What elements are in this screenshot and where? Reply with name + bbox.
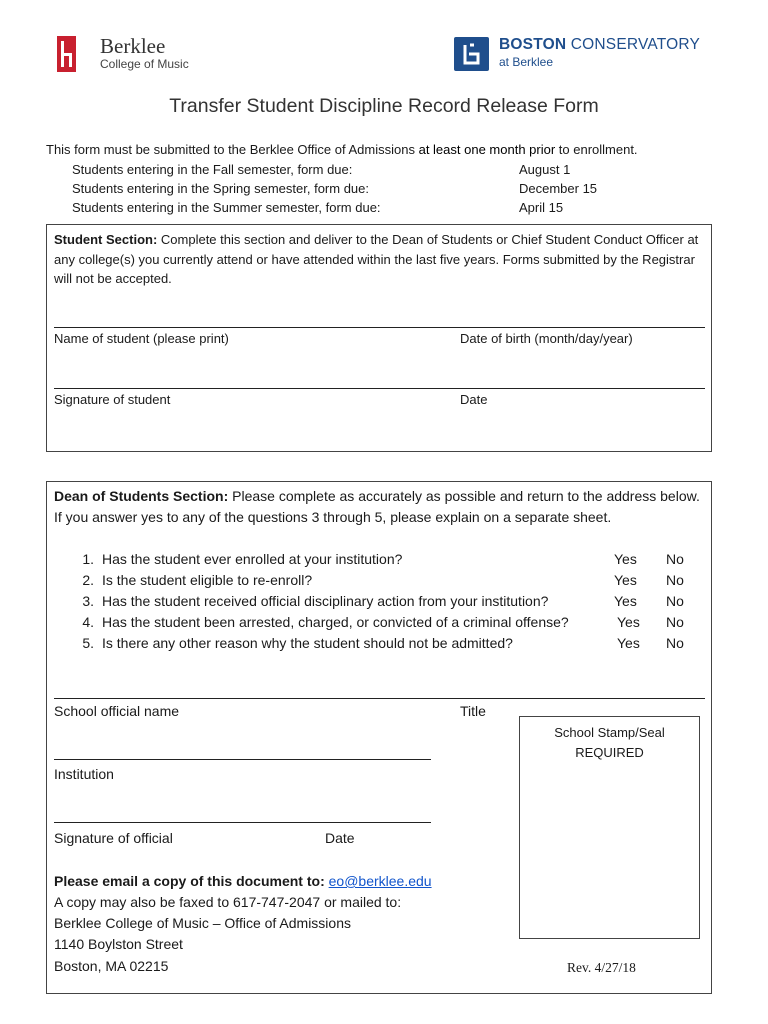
q1-no-option[interactable]: No — [666, 551, 684, 567]
email-link[interactable]: eo@berklee.edu — [328, 873, 432, 889]
official-date-label: Date — [325, 830, 355, 846]
stamp-required-label: REQUIRED — [575, 745, 644, 760]
q4-no-option[interactable]: No — [666, 614, 684, 630]
official-title-label: Title — [460, 703, 486, 719]
dean-section-instructions: Dean of Students Section: Please complete as accurately as possible and return to the address below. If you answer yes to any of the questions 3 through 5, please explain on a separate sheet. — [54, 488, 700, 525]
deadline-fall-label: Students entering in the Fall semester, form due: — [72, 162, 353, 177]
address-line-3: Boston, MA 02215 — [54, 958, 169, 974]
student-name-line[interactable] — [54, 327, 705, 328]
deadline-summer-label: Students entering in the Summer semester, form due: — [72, 200, 381, 215]
stamp-label: School Stamp/Seal — [554, 725, 665, 740]
q3-no-option[interactable]: No — [666, 593, 684, 609]
boston-conservatory-name: BOSTON CONSERVATORY — [499, 36, 701, 53]
official-signature-line[interactable] — [54, 822, 431, 823]
student-signature-line[interactable] — [54, 388, 705, 389]
address-line-2: 1140 Boylston Street — [54, 936, 183, 952]
boston-conservatory-logo-icon — [454, 37, 489, 71]
q2-yes-option[interactable]: Yes — [614, 572, 637, 588]
deadline-spring-date: December 15 — [519, 181, 598, 196]
question-4: 4. Has the student been arrested, charged, or convicted of a criminal offense? — [82, 614, 569, 630]
stamp-seal-box — [519, 716, 700, 939]
page-title: Transfer Student Discipline Record Release Form — [169, 95, 599, 117]
deadline-fall-date: August 1 — [519, 162, 571, 177]
student-name-label: Name of student (please print) — [54, 331, 229, 346]
berklee-name: Berklee — [100, 34, 166, 58]
deadline-summer-date: April 15 — [519, 200, 564, 215]
student-signature-label: Signature of student — [54, 392, 171, 407]
berklee-subtitle: College of Music — [100, 57, 189, 71]
boston-conservatory-subtitle: at Berklee — [499, 55, 554, 69]
official-name-label: School official name — [54, 703, 180, 719]
address-line-1: Berklee College of Music – Office of Admissions — [54, 915, 351, 931]
question-1: 1. Has the student ever enrolled at your institution? — [82, 551, 403, 567]
official-signature-label: Signature of official — [54, 830, 173, 846]
official-name-line[interactable] — [54, 698, 705, 699]
q4-yes-option[interactable]: Yes — [617, 614, 640, 630]
q2-no-option[interactable]: No — [666, 572, 684, 588]
intro-text: This form must be submitted to the Berklee Office of Admissions at least one month prior to enrollment. — [46, 142, 638, 157]
email-instructions: Please email a copy of this document to: eo@berklee.edu — [54, 873, 432, 889]
institution-label: Institution — [54, 766, 114, 782]
student-date-label: Date — [460, 392, 488, 407]
berklee-logo-icon — [57, 36, 76, 72]
student-section-instructions: Student Section: Complete this section and deliver to the Dean of Students or Chief Student Conduct Officer at any college(s) you currently attend or have attended within the last five years. Forms submitted by the Registrar will not be accepted. — [54, 232, 699, 286]
deadline-spring-label: Students entering in the Spring semester, form due: — [72, 181, 370, 196]
institution-line[interactable] — [54, 759, 431, 760]
dob-label: Date of birth (month/day/year) — [460, 331, 633, 346]
question-3: 3. Has the student received official disciplinary action from your institution? — [82, 593, 549, 609]
q5-yes-option[interactable]: Yes — [617, 635, 640, 651]
fax-line: A copy may also be faxed to 617-747-2047 or mailed to: — [54, 894, 402, 910]
q5-no-option[interactable]: No — [666, 635, 684, 651]
question-2: 2. Is the student eligible to re-enroll? — [82, 572, 313, 588]
q1-yes-option[interactable]: Yes — [614, 551, 637, 567]
question-5: 5. Is there any other reason why the student should not be admitted? — [82, 635, 513, 651]
q3-yes-option[interactable]: Yes — [614, 593, 637, 609]
revision-date: Rev. 4/27/18 — [567, 960, 636, 975]
